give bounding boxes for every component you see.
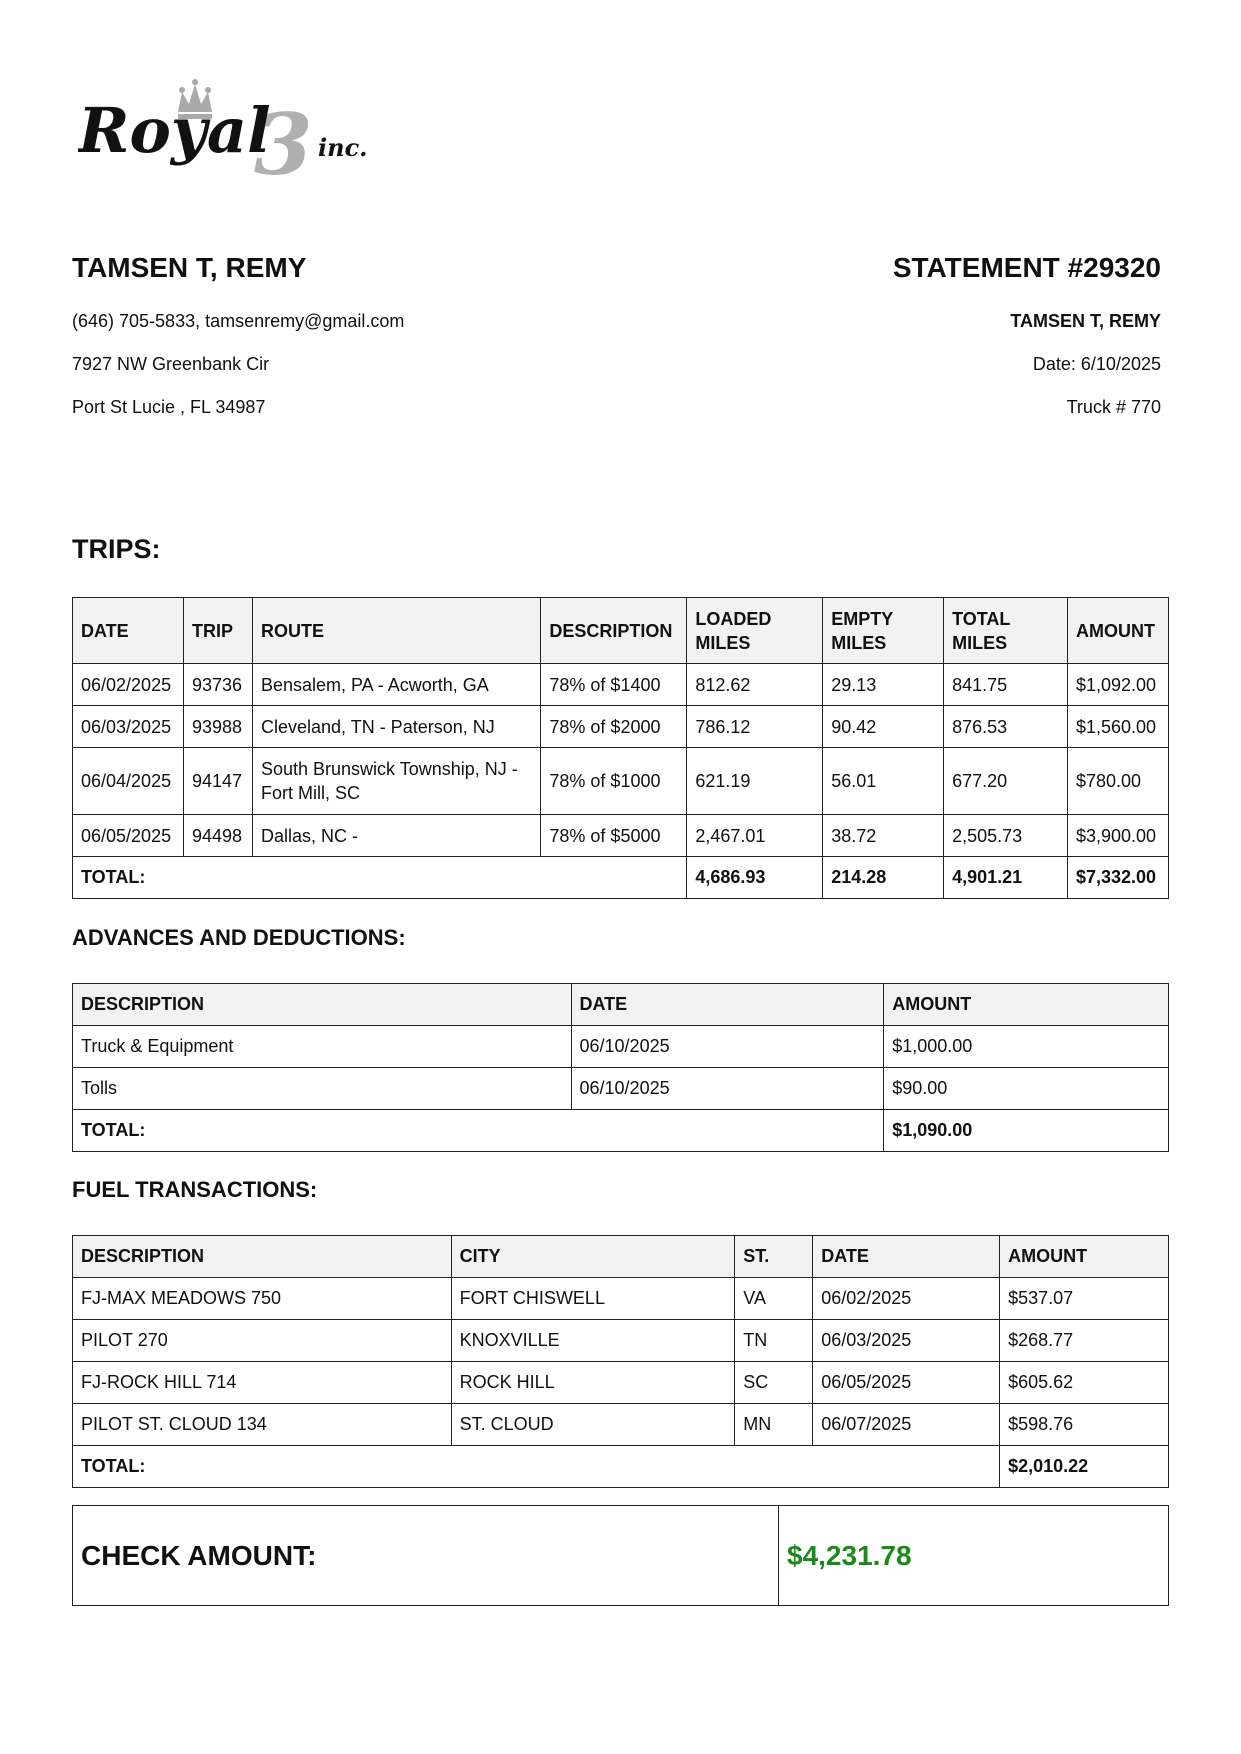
advances-heading: ADVANCES AND DEDUCTIONS:: [72, 925, 406, 950]
statement-truck: Truck # 770: [1066, 397, 1161, 417]
column-header: AMOUNT: [1000, 1236, 1169, 1278]
cell: VA: [735, 1278, 813, 1320]
trips-heading: TRIPS:: [72, 534, 161, 564]
cell: ROCK HILL: [451, 1362, 735, 1404]
check-amount-label: CHECK AMOUNT:: [81, 1539, 317, 1571]
cell: 812.62: [687, 664, 823, 706]
company-logo: [78, 78, 388, 190]
table-row: [73, 1362, 1169, 1404]
cell: 06/03/2025: [813, 1320, 1000, 1362]
total-miles: 4,901.21: [944, 857, 1068, 899]
cell: $537.07: [1000, 1278, 1169, 1320]
table-row: [73, 1026, 1169, 1068]
logo-name: Royal: [78, 94, 271, 167]
fuel-table: [72, 1235, 1169, 1488]
column-header: ST.: [735, 1236, 813, 1278]
cell: 06/05/2025: [813, 1362, 1000, 1404]
column-header: CITY: [451, 1236, 735, 1278]
cell: South Brunswick Township, NJ - Fort Mill, SC: [252, 748, 540, 815]
driver-info: [72, 250, 592, 417]
cell: 78% of $2000: [541, 706, 687, 748]
logo-suffix: inc.: [318, 133, 368, 162]
cell: KNOXVILLE: [451, 1320, 735, 1362]
cell: 06/10/2025: [571, 1026, 884, 1068]
cell: 2,467.01: [687, 815, 823, 857]
statement-title: STATEMENT #29320: [892, 252, 1161, 283]
column-header: DESCRIPTION: [541, 598, 687, 664]
check-amount-value: $4,231.78: [787, 1539, 912, 1571]
table-row: [73, 664, 1169, 706]
column-header: DESCRIPTION: [73, 1236, 452, 1278]
cell: $605.62: [1000, 1362, 1169, 1404]
cell: $1,000.00: [884, 1026, 1169, 1068]
total-row: [73, 1110, 1169, 1152]
table-row: [73, 1068, 1169, 1110]
cell: FJ-MAX MEADOWS 750: [73, 1278, 452, 1320]
table-row: [73, 748, 1169, 815]
cell: $598.76: [1000, 1404, 1169, 1446]
cell: 06/07/2025: [813, 1404, 1000, 1446]
cell: $268.77: [1000, 1320, 1169, 1362]
total-label: TOTAL:: [73, 1446, 1000, 1488]
column-header: DESCRIPTION: [73, 984, 572, 1026]
table-header-row: [73, 984, 1169, 1026]
cell: FORT CHISWELL: [451, 1278, 735, 1320]
driver-address-2: Port St Lucie , FL 34987: [72, 397, 266, 417]
cell: Dallas, NC -: [252, 815, 540, 857]
cell: 78% of $5000: [541, 815, 687, 857]
cell: 78% of $1000: [541, 748, 687, 815]
cell: Cleveland, TN - Paterson, NJ: [252, 706, 540, 748]
divider: [778, 1506, 779, 1605]
cell: SC: [735, 1362, 813, 1404]
driver-address-1: 7927 NW Greenbank Cir: [72, 354, 270, 374]
driver-name: TAMSEN T, REMY: [72, 252, 307, 283]
cell: 06/10/2025: [571, 1068, 884, 1110]
table-row: [73, 706, 1169, 748]
table-row: [73, 1278, 1169, 1320]
cell: $1,092.00: [1067, 664, 1168, 706]
cell: 06/04/2025: [73, 748, 184, 815]
cell: MN: [735, 1404, 813, 1446]
cell: 786.12: [687, 706, 823, 748]
table-row: [73, 815, 1169, 857]
column-header: DATE: [73, 598, 184, 664]
fuel-heading: FUEL TRANSACTIONS:: [72, 1177, 318, 1202]
cell: 56.01: [823, 748, 944, 815]
column-header: EMPTY MILES: [823, 598, 944, 664]
statement-date: Date: 6/10/2025: [1032, 354, 1161, 374]
cell: PILOT 270: [73, 1320, 452, 1362]
cell: 621.19: [687, 748, 823, 815]
cell: 93988: [183, 706, 252, 748]
column-header: TOTAL MILES: [944, 598, 1068, 664]
cell: 876.53: [944, 706, 1068, 748]
logo-numeral: 3: [254, 95, 313, 190]
cell: TN: [735, 1320, 813, 1362]
total-amount: $7,332.00: [1067, 857, 1168, 899]
total-label: TOTAL:: [73, 1110, 884, 1152]
total-amount: $2,010.22: [1000, 1446, 1169, 1488]
cell: 38.72: [823, 815, 944, 857]
cell: $90.00: [884, 1068, 1169, 1110]
table-header-row: [73, 1236, 1169, 1278]
cell: 90.42: [823, 706, 944, 748]
total-row: [73, 857, 1169, 899]
total-empty-miles: 214.28: [823, 857, 944, 899]
column-header: DATE: [813, 1236, 1000, 1278]
cell: $780.00: [1067, 748, 1168, 815]
column-header: AMOUNT: [1067, 598, 1168, 664]
trips-table: [72, 597, 1169, 899]
column-header: AMOUNT: [884, 984, 1169, 1026]
cell: 06/02/2025: [73, 664, 184, 706]
table-header-row: [73, 598, 1169, 664]
advances-table: [72, 983, 1169, 1152]
cell: 2,505.73: [944, 815, 1068, 857]
column-header: LOADED MILES: [687, 598, 823, 664]
total-amount: $1,090.00: [884, 1110, 1169, 1152]
cell: 06/03/2025: [73, 706, 184, 748]
cell: 78% of $1400: [541, 664, 687, 706]
total-loaded-miles: 4,686.93: [687, 857, 823, 899]
cell: Bensalem, PA - Acworth, GA: [252, 664, 540, 706]
cell: 29.13: [823, 664, 944, 706]
column-header: DATE: [571, 984, 884, 1026]
cell: 06/02/2025: [813, 1278, 1000, 1320]
total-label: TOTAL:: [73, 857, 687, 899]
driver-contact: (646) 705-5833, tamsenremy@gmail.com: [72, 311, 405, 331]
check-amount-box: [72, 1505, 1169, 1606]
cell: 841.75: [944, 664, 1068, 706]
cell: 93736: [183, 664, 252, 706]
table-row: [73, 1320, 1169, 1362]
statement-info: [641, 250, 1161, 417]
cell: 06/05/2025: [73, 815, 184, 857]
cell: 677.20: [944, 748, 1068, 815]
statement-name: TAMSEN T, REMY: [1010, 311, 1161, 331]
cell: FJ-ROCK HILL 714: [73, 1362, 452, 1404]
cell: PILOT ST. CLOUD 134: [73, 1404, 452, 1446]
column-header: TRIP: [183, 598, 252, 664]
cell: $3,900.00: [1067, 815, 1168, 857]
table-row: [73, 1404, 1169, 1446]
cell: Tolls: [73, 1068, 572, 1110]
column-header: ROUTE: [252, 598, 540, 664]
cell: $1,560.00: [1067, 706, 1168, 748]
cell: Truck & Equipment: [73, 1026, 572, 1068]
cell: ST. CLOUD: [451, 1404, 735, 1446]
total-row: [73, 1446, 1169, 1488]
cell: 94147: [183, 748, 252, 815]
cell: 94498: [183, 815, 252, 857]
